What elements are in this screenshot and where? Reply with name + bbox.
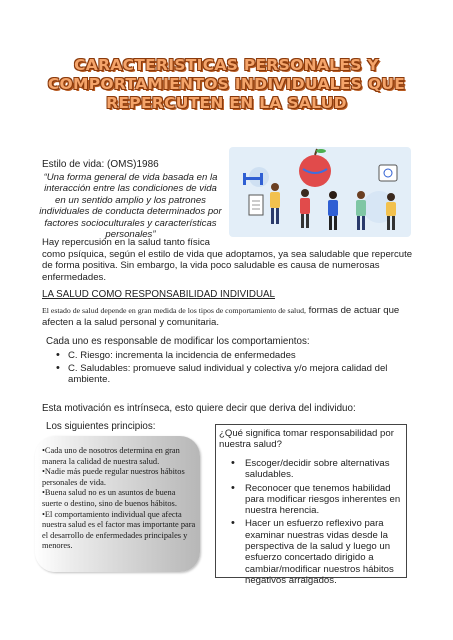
principles-list — [42, 446, 197, 552]
section-rest-text: formas de actuar que afecten a la salud personal y comunitaria. — [42, 305, 400, 328]
page-title — [40, 56, 413, 113]
health-impact-paragraph — [42, 237, 417, 283]
list-item: •Nadie más puede regular nuestros hábitos personales de vida. — [42, 467, 185, 487]
healthy-lifestyle-illustration — [229, 147, 411, 237]
list-item: • C. Saludables: promueve salud individual y colectiva y/o mejora calidad del ambiente. — [50, 363, 410, 386]
section-small-text: El estado de salud depende en gran medida de los tipos de comportamiento de salud, — [42, 306, 306, 315]
section-heading: LA SALUD COMO RESPONSABILIDAD INDIVIDUAL — [42, 289, 276, 300]
title-line-1: CARACTERISTICAS PERSONALES Y — [74, 56, 379, 74]
list-item: •Buena salud no es un asuntos de buena suerte o destino, sino de buenos hábitos. — [42, 488, 177, 508]
impact-line-2: como psíquica, según el estilo de vida que adoptamos, ya sea saludable que repercute de forma positiva. Sin embargo, la vida poco saludable es causa de numerosas enfermedades. — [42, 248, 413, 283]
list-item: • Hacer un esfuerzo reflexivo para examinar nuestras vidas desde la perspectiva de la salud y luego un esfuerzo concertado dirigido a cambiar/modificar nuestros hábitos negativos arraigados. — [226, 518, 404, 586]
section-paragraph — [42, 305, 417, 328]
scale-icon — [379, 165, 397, 181]
impact-line-1: Hay repercusión en la salud tanto física — [42, 237, 210, 248]
list-item: • Reconocer que tenemos habilidad para modificar riesgos inherentes en nuestra herencia. — [226, 483, 404, 517]
title-line-3: REPERCUTEN EN LA SALUD — [106, 94, 347, 112]
list-item: •El comportamiento individual que afecta nuestra salud es el factor mas importante para el desarrollo de enfermedades principales y menores. — [42, 509, 196, 551]
list-item: •Cada uno de nosotros determina en gran manera la calidad de nuestra salud. — [42, 446, 180, 466]
behavior-list — [50, 350, 410, 387]
question-answer-list — [226, 458, 404, 588]
lifestyle-label: Estilo de vida: (OMS)1986 — [42, 159, 159, 170]
list-item: • C. Riesgo: incrementa la incidencia de enfermedades — [50, 350, 410, 362]
question-heading: ¿Qué significa tomar responsabilidad por nuestra salud? — [219, 428, 394, 451]
motivation-text: Esta motivación es intrínseca, esto quiere decir que deriva del individuo: — [42, 403, 356, 414]
responsibility-intro: Cada uno es responsable de modificar los comportamientos: — [46, 336, 310, 347]
list-item: • Escoger/decidir sobre alternativas saludables. — [226, 458, 404, 481]
who-quote: “Una forma general de vida basada en la interacción entre las condiciones de vida en un sentido amplio y los patrones individuales de conducta determinados por factores socioculturales y características personales” — [39, 172, 222, 241]
title-line-2: COMPORTAMIENTOS INDIVIDUALES QUE — [47, 75, 406, 93]
principles-heading: Los siguientes principios: — [46, 421, 156, 432]
clipboard-icon — [249, 195, 263, 215]
